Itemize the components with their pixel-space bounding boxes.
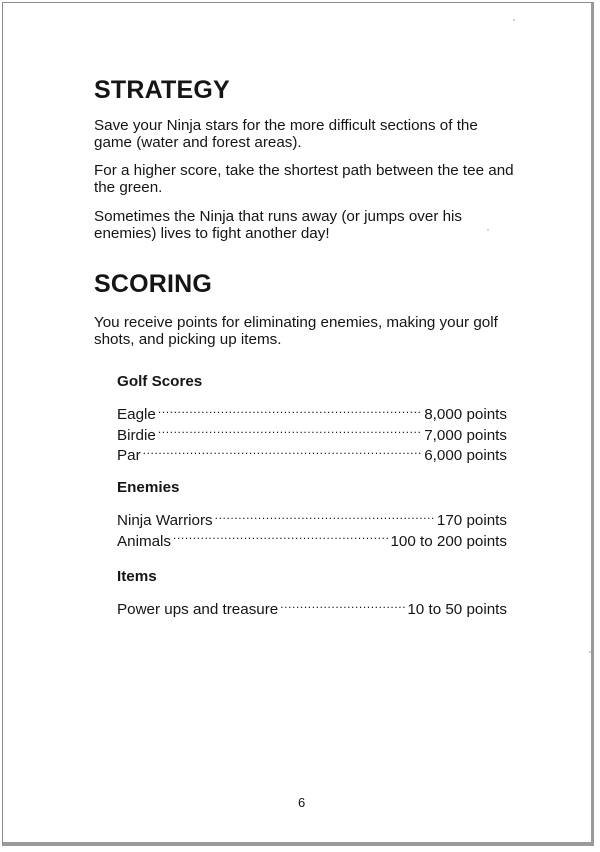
golf-scores-heading: Golf Scores [117,373,203,390]
score-label: Eagle [117,406,156,423]
dot-leader [158,424,422,440]
score-label: Power ups and treasure [117,601,279,618]
dot-leader [173,530,388,546]
score-value: 7,000 points [424,426,507,444]
dot-leader [280,598,405,614]
strategy-paragraph-3: Sometimes the Ninja that runs away (or jumps over his enemies) lives to fight another day! [94,208,463,242]
strategy-heading: STRATEGY [94,76,230,104]
score-label: Ninja Warriors [117,512,213,529]
items-list [117,598,507,619]
dot-leader [158,403,422,419]
items-heading: Items [117,568,157,585]
strategy-paragraph-1: Save your Ninja stars for the more difficult sections of the game (water and forest areas). [94,117,478,151]
enemies-list [117,509,507,550]
score-value: 6,000 points [424,447,507,464]
score-row-power-ups [117,598,507,619]
score-row-ninja-warriors [117,509,507,530]
score-value: 100 to 200 points [390,532,507,550]
score-row-eagle [117,403,507,424]
paper-speck [513,19,515,21]
strategy-paragraph-2: For a higher score, take the shortest path between the tee and the green. [94,162,514,196]
scoring-heading: SCORING [94,270,213,298]
score-label: Animals [117,532,172,550]
score-row-birdie [117,424,507,445]
score-value: 10 to 50 points [407,601,507,618]
scoring-intro: You receive points for eliminating enemies, making your golf shots, and picking up items. [94,314,498,348]
score-label: Birdie [117,426,156,444]
dot-leader [215,509,435,525]
page-number: 6 [298,795,306,810]
score-value: 8,000 points [424,406,507,423]
enemies-heading: Enemies [117,479,180,496]
score-label: Par [117,447,141,464]
dot-leader [143,444,423,460]
score-value: 170 points [436,512,507,529]
paper-speck [589,651,591,653]
score-row-par [117,444,507,465]
score-row-animals [117,530,507,551]
golf-scores-list [117,403,507,465]
